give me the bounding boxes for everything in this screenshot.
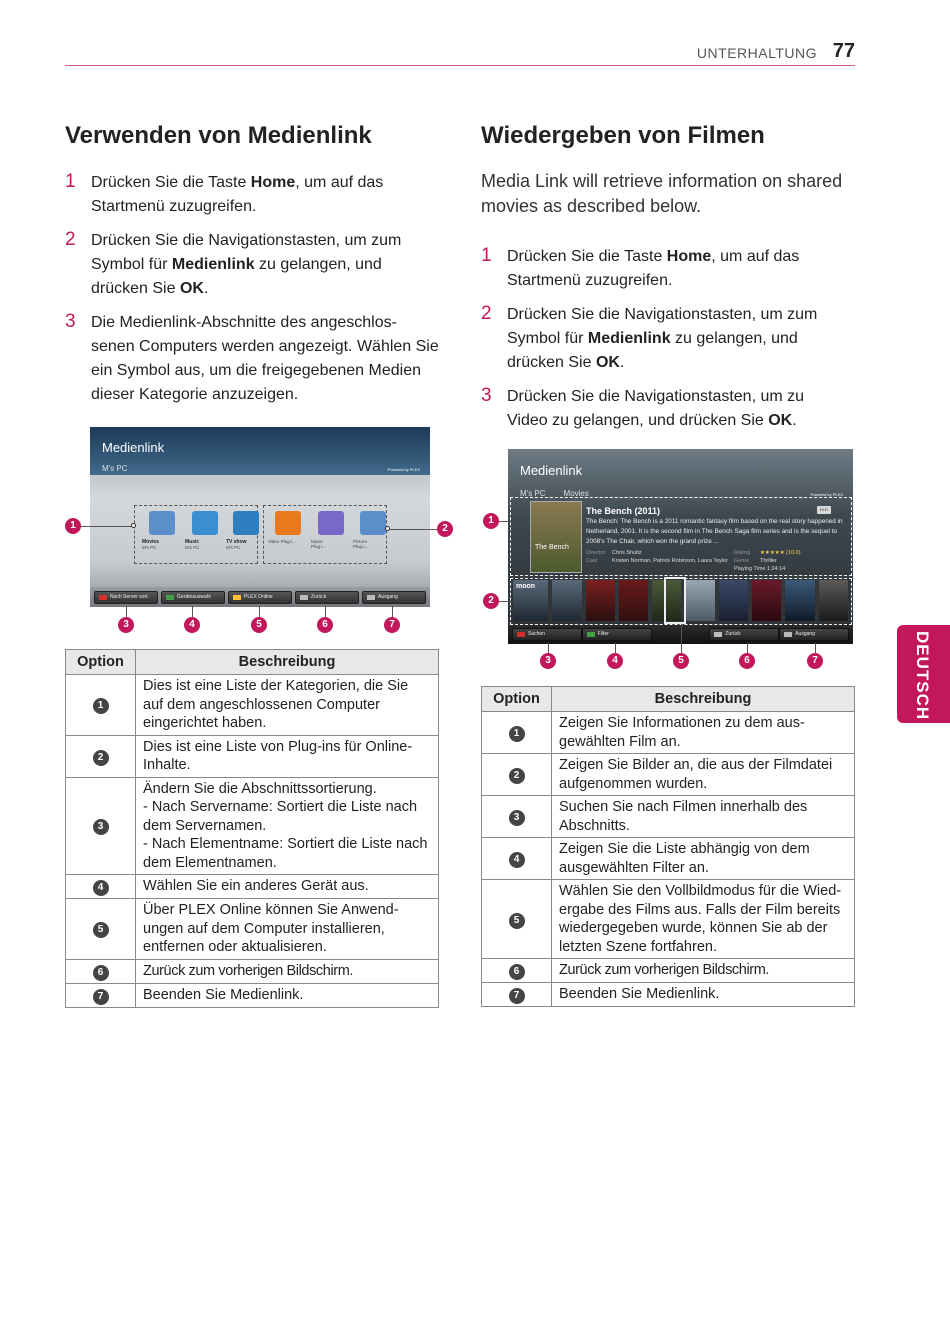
thumbnail-box: [510, 578, 852, 625]
callout-4: 4: [184, 617, 200, 633]
search-button[interactable]: Suchen: [512, 628, 582, 641]
leader-dot: [131, 523, 136, 528]
table-row: 7 Beenden Sie Medienlink.: [482, 983, 855, 1007]
movie-details: Rating ★★★★★ (10.0) Genre Thriller Playing Time 1:24:14: [734, 550, 801, 572]
plex-online-button[interactable]: PLEX Online: [228, 591, 292, 604]
info-box: [510, 497, 852, 576]
right-options-table: [481, 686, 855, 1007]
category-tvshow[interactable]: TV show M's PC: [226, 511, 266, 550]
callout-2: 2: [483, 593, 499, 609]
movies-icon: [149, 511, 175, 535]
left-steps: [65, 171, 440, 417]
tv-icon: [233, 511, 259, 535]
table-row: 7 Beenden Sie Medienlink.: [66, 983, 439, 1007]
table-row: 2 Zeigen Sie Bilder an, die aus der Filmdatei aufgenommen wurden.: [482, 754, 855, 796]
table-row: 2 Dies ist eine Liste von Plug-ins für Online-Inhalte.: [66, 735, 439, 777]
movie-description: The Bench: The Bench is a 2011 romantic fantasy film based on the real story happened in Netherland, 2001. It is the second film in The Bench Saga film series and is the sequel to 2008's The Chair, which won the grand prize ...: [586, 518, 843, 545]
breadcrumb: M's PC Movies: [520, 489, 589, 498]
right-steps: [481, 245, 841, 443]
step: 3 Drücken Sie die Navigationstasten, um zu Video zu gelangen, und drücken Sie OK.: [481, 385, 805, 429]
callout-1: 1: [65, 518, 81, 534]
step: 3 Die Medienlink-Abschnitte des angeschlos-senen Computers werden angezeigt. Wählen Sie ein Symbol aus, um die freigegebenen Medien dieser Kategorie anzuzeigen.: [65, 311, 439, 403]
step: 2 Drücken Sie die Navigationstasten, um zum Symbol für Medienlink zu gelangen, und drücken Sie OK.: [481, 303, 818, 371]
leader-dot: [385, 526, 390, 531]
callout-6: 6: [739, 653, 755, 669]
category-music[interactable]: Music M's PC: [185, 511, 225, 550]
hifi-badge: Hi-Fi: [817, 506, 831, 514]
language-tab: DEUTSCH: [897, 625, 950, 723]
table-row: 6 Zurück zum vorherigen Bildschirm.: [66, 959, 439, 983]
table-row: 1 Zeigen Sie Informationen zu dem aus-gewählten Film an.: [482, 712, 855, 754]
callout-6: 6: [317, 617, 333, 633]
screen-title: Medienlink: [520, 463, 583, 478]
back-button[interactable]: Zurück: [709, 628, 779, 641]
movie-title: The Bench (2011): [586, 506, 661, 516]
table-row: 3 Ändern Sie die Abschnittssortierung. - Nach Servername: Sortiert die Liste nach dem Servernamen. - Nach Elementname: Sortiert die Liste nach dem Elementnamen.: [66, 777, 439, 875]
callout-5: 5: [673, 653, 689, 669]
left-options-table: [65, 649, 439, 1008]
screen-button-bar: [90, 587, 430, 607]
plugin-video[interactable]: Video Plug-i...: [268, 511, 308, 544]
table-row: 1 Dies ist eine Liste der Kategorien, die Sie auf dem angeschlossenen Computer eingerichtet haben.: [66, 675, 439, 736]
col-description: Beschreibung: [136, 650, 439, 675]
table-row: 5 Über PLEX Online können Sie Anwend-ungen auf dem Computer installieren, entfernen oder aktualisieren.: [66, 899, 439, 960]
video-plugin-icon: [275, 511, 301, 535]
callout-4: 4: [607, 653, 623, 669]
movie-credits: Director Chris Shultz Cast Kristen Norman, Patrick Robinson, Laura Taylor: [586, 550, 729, 564]
callout-2: 2: [437, 521, 453, 537]
page-number: 77: [832, 40, 855, 62]
sort-button[interactable]: Nach Server sort.: [94, 591, 158, 604]
table-row: 4 Zeigen Sie die Liste abhängig von dem ausgewählten Filter an.: [482, 838, 855, 880]
powered-by: Powered by PLEX: [810, 492, 843, 497]
callout-5: 5: [251, 617, 267, 633]
plugin-music[interactable]: Music Plug-i...: [311, 511, 351, 549]
page-header: [65, 40, 855, 66]
medienlink-screen: [90, 427, 430, 607]
plugin-picture[interactable]: Picture Plug-i...: [353, 511, 393, 549]
screen-title: Medienlink: [102, 440, 165, 455]
category-movies[interactable]: Movies M's PC: [142, 511, 182, 550]
table-row: 6 Zurück zum vorherigen Bildschirm.: [482, 959, 855, 983]
music-plugin-icon: [318, 511, 344, 535]
left-heading: Verwenden von Medienlink: [65, 122, 372, 149]
exit-button[interactable]: Ausgang: [362, 591, 426, 604]
picture-plugin-icon: [360, 511, 386, 535]
callout-7: 7: [807, 653, 823, 669]
back-button[interactable]: Zurück: [295, 591, 359, 604]
thumbnail[interactable]: moon: [512, 579, 549, 622]
exit-button[interactable]: Ausgang: [779, 628, 849, 641]
right-heading: Wiedergeben von Filmen: [481, 122, 765, 149]
screen-subtitle: M's PC: [102, 464, 128, 473]
callout-1: 1: [483, 513, 499, 529]
callout-3: 3: [118, 617, 134, 633]
callout-7: 7: [384, 617, 400, 633]
step: 1 Drücken Sie die Taste Home, um auf das Startmenü zuzugreifen.: [65, 171, 384, 215]
leader-line: [81, 526, 134, 527]
callout-3: 3: [540, 653, 556, 669]
step: 1 Drücken Sie die Taste Home, um auf das Startmenü zuzugreifen.: [481, 245, 800, 289]
col-option: Option: [66, 650, 136, 675]
table-row: 5 Wählen Sie den Vollbildmodus für die Wied-ergabe des Films aus. Falls der Film bereits wiedergegeben wurde, können Sie ab der letzten Szene fortfahren.: [482, 880, 855, 959]
music-folder-icon: [192, 511, 218, 535]
section-title: UNTERHALTUNG: [696, 45, 817, 61]
movie-poster: The Bench: [530, 501, 582, 573]
table-row: 4 Wählen Sie ein anderes Gerät aus.: [66, 875, 439, 899]
leader-line: [388, 529, 437, 530]
step: 2 Drücken Sie die Navigationstasten, um zum Symbol für Medienlink zu gelangen, und drücken Sie OK.: [65, 229, 402, 297]
col-option: Option: [482, 687, 552, 712]
device-select-button[interactable]: Geräteauswahl: [161, 591, 225, 604]
filter-button[interactable]: Filter: [582, 628, 652, 641]
right-intro: Media Link will retrieve information on shared movies as described below.: [481, 171, 843, 216]
table-row: 3 Suchen Sie nach Filmen innerhalb des Abschnitts.: [482, 796, 855, 838]
col-description: Beschreibung: [552, 687, 855, 712]
powered-by: Powered by PLEX: [387, 467, 420, 472]
